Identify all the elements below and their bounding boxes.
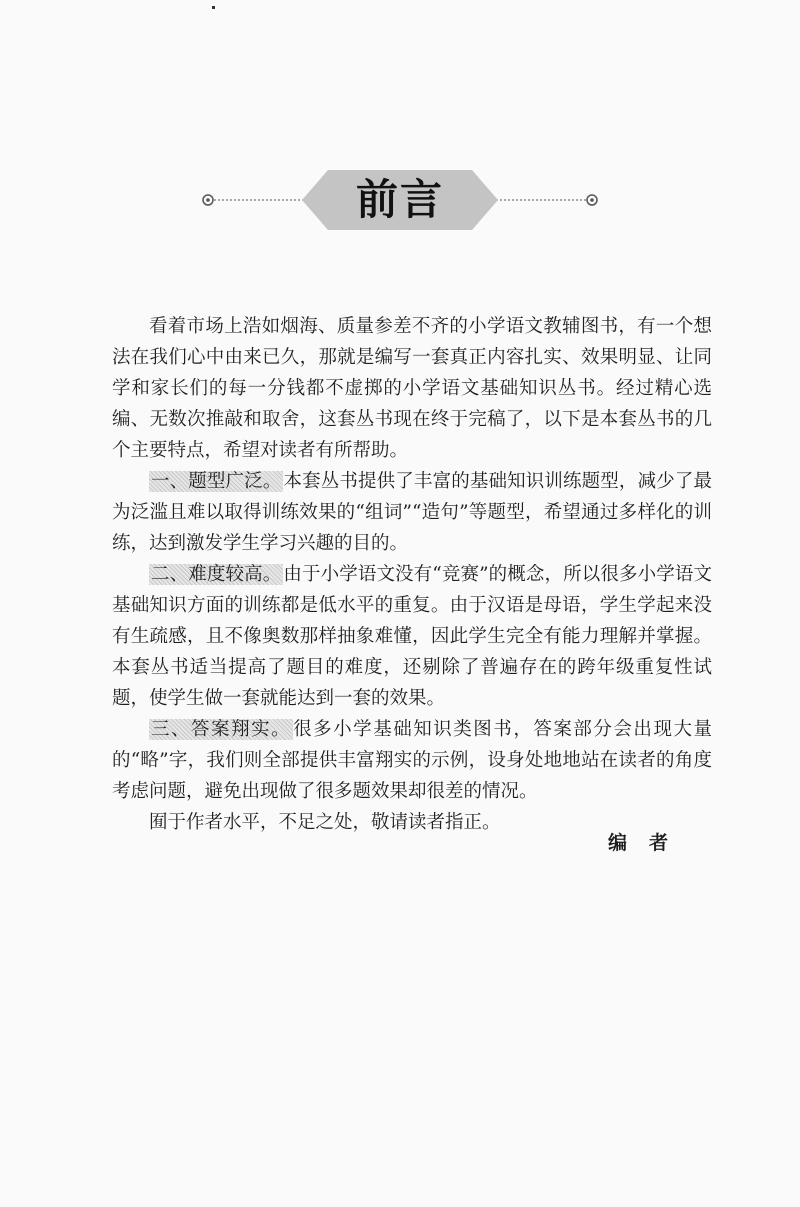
- feature-text: 本套丛书提供了丰富的基础知识训练题型，减少了最为泛滥且难以取得训练效果的“组词”“造句”等题型，希望通过多样化的训练，达到激发学生学习兴趣的目的。: [112, 471, 712, 554]
- author-signature: 编者: [608, 832, 691, 854]
- feature-paragraph: [112, 466, 712, 559]
- feature-label: 二、难度较高。: [151, 564, 282, 585]
- feature-paragraph: [112, 714, 712, 807]
- feature-text: 很多小学基础知识类图书，答案部分会出现大量的“略”字，我们则全部提供丰富翔实的示例，设身处地地站在读者的角度考虑问题，避免出现做了很多题效果却很差的情况。: [112, 719, 712, 802]
- feature-label: 三、答案翔实。: [151, 719, 292, 740]
- page-title: 前言: [355, 175, 444, 224]
- scan-speck: [212, 6, 215, 9]
- feature-label: 一、题型广泛。: [151, 471, 282, 492]
- feature-paragraph: [112, 559, 712, 714]
- title-banner: [200, 168, 600, 232]
- closing-paragraph: 囿于作者水平，不足之处，敬请读者指正。: [149, 812, 501, 833]
- preface-body: [112, 311, 712, 838]
- feature-text: 由于小学语文没有“竞赛”的概念，所以很多小学语文基础知识方面的训练都是低水平的重复。由于汉语是母语，学生学起来没有生疏感，且不像奥数那样抽象难懂，因此学生完全有能力理解并掌握。本套丛书适当提高了题目的难度，还剔除了普遍存在的跨年级重复性试题，使学生做一套就能达到一套的效果。: [112, 564, 712, 709]
- intro-paragraph: 看着市场上浩如烟海、质量参差不齐的小学语文教辅图书，有一个想法在我们心中由来已久，那就是编写一套真正内容扎实、效果明显、让同学和家长们的每一分钱都不虚掷的小学语文基础知识丛书。经过精心选编、无数次推敲和取舍，这套丛书现在终于完稿了，以下是本套丛书的几个主要特点，希望对读者有所帮助。: [112, 316, 712, 461]
